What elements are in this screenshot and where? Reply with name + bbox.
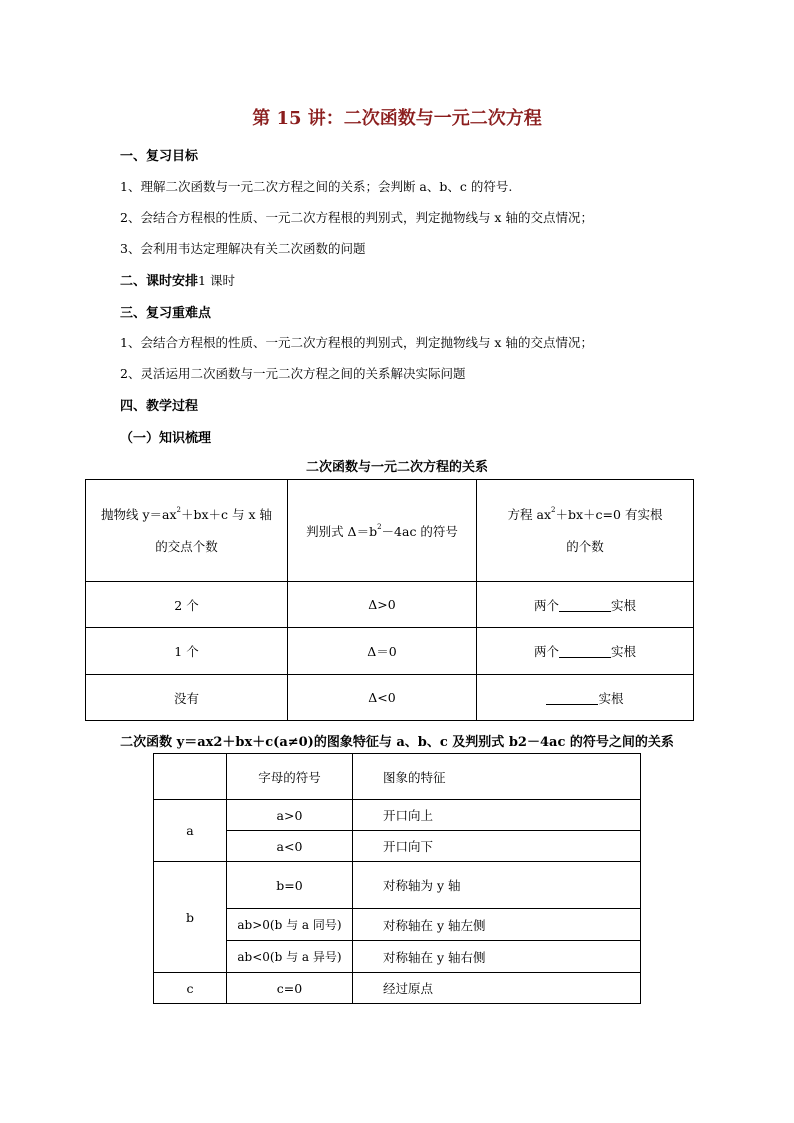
answer-blank bbox=[546, 692, 598, 705]
row-label-b: b bbox=[154, 862, 227, 973]
section-heading-key-points: 三、复习重难点 bbox=[120, 306, 212, 321]
table-row bbox=[154, 909, 641, 941]
cell-feature: 经过原点 bbox=[353, 973, 641, 1004]
cell-feature: 开口向上 bbox=[353, 800, 641, 831]
table-row bbox=[154, 800, 641, 831]
table-row bbox=[86, 582, 694, 628]
goal-item-2: 2、会结合方程根的性质、一元二次方程根的判别式，判定抛物线与 x 轴的交点情况； bbox=[120, 210, 593, 225]
key-point-2: 2、灵活运用二次函数与一元二次方程之间的关系解决实际问题 bbox=[120, 366, 466, 381]
cell-feature: 对称轴在 y 轴右侧 bbox=[353, 941, 641, 973]
table-row bbox=[86, 675, 694, 721]
cell-roots: 两个 实根 bbox=[477, 628, 694, 675]
subsection-heading-knowledge: （一）知识梳理 bbox=[120, 431, 212, 446]
cell-sign: b=0 bbox=[227, 862, 353, 909]
schedule-heading: 二、课时安排 bbox=[120, 274, 199, 289]
cell-sign: Δ＝0 bbox=[288, 628, 477, 675]
cell-sign: a<0 bbox=[227, 831, 353, 862]
schedule-value: 1 课时 bbox=[198, 273, 235, 288]
cell-count: 1 个 bbox=[86, 628, 288, 675]
cell-sign: Δ<0 bbox=[288, 675, 477, 721]
row-label-c: c bbox=[154, 973, 227, 1004]
cell-sign: Δ>0 bbox=[288, 582, 477, 628]
answer-blank bbox=[559, 645, 611, 658]
table-row bbox=[154, 973, 641, 1004]
cell-feature: 开口向下 bbox=[353, 831, 641, 862]
table2-caption: 二次函数 y＝ax2＋bx＋c(a≠0)的图象特征与 a、b、c 及判别式 b2－4ac 的符号之间的关系 bbox=[120, 735, 674, 750]
section-heading-goals: 一、复习目标 bbox=[120, 149, 199, 164]
cell-roots: 实根 bbox=[477, 675, 694, 721]
table-row bbox=[154, 941, 641, 973]
table-row bbox=[154, 831, 641, 862]
cell-count: 2 个 bbox=[86, 582, 288, 628]
section-heading-process: 四、教学过程 bbox=[120, 399, 199, 414]
cell-roots: 两个 实根 bbox=[477, 582, 694, 628]
header-intersection-count: 抛物线 $y=ax^2+bx+c$ 与 x 轴 的交点个数 bbox=[86, 480, 288, 582]
cell-sign: ab<0(b 与 a 异号) bbox=[227, 941, 353, 973]
cell-feature: 对称轴在 y 轴左侧 bbox=[353, 909, 641, 941]
header-empty-cell bbox=[154, 754, 227, 800]
key-point-1: 1、会结合方程根的性质、一元二次方程根的判别式，判定抛物线与 x 轴的交点情况； bbox=[120, 335, 593, 350]
cell-sign: ab>0(b 与 a 同号) bbox=[227, 909, 353, 941]
table-row bbox=[154, 862, 641, 909]
page-title: 第 15 讲：二次函数与一元二次方程 bbox=[252, 108, 542, 129]
table1-caption: 二次函数与一元二次方程的关系 bbox=[305, 460, 488, 475]
relation-table bbox=[85, 479, 694, 721]
coefficient-table bbox=[153, 753, 641, 1004]
table-row bbox=[86, 628, 694, 675]
table-header-row bbox=[86, 480, 694, 582]
header-discriminant: 判别式 $\Delta=b^2-4ac$ 的符号 bbox=[288, 480, 477, 582]
goal-item-1: 1、理解二次函数与一元二次方程之间的关系；会判断 a、b、c 的符号. bbox=[120, 179, 513, 194]
goal-item-3: 3、会利用韦达定理解决有关二次函数的问题 bbox=[120, 241, 366, 256]
cell-sign: c=0 bbox=[227, 973, 353, 1004]
cell-sign: a>0 bbox=[227, 800, 353, 831]
cell-count: 没有 bbox=[86, 675, 288, 721]
row-label-a: a bbox=[154, 800, 227, 862]
table-header-row bbox=[154, 754, 641, 800]
header-letter-sign: 字母的符号 bbox=[227, 754, 353, 800]
answer-blank bbox=[559, 599, 611, 612]
header-graph-feature: 图象的特征 bbox=[353, 754, 641, 800]
section-heading-schedule bbox=[120, 270, 235, 289]
header-root-count: 方程 $ax^2+bx+c=0$ 有实根 的个数 bbox=[477, 480, 694, 582]
cell-feature: 对称轴为 y 轴 bbox=[353, 862, 641, 909]
